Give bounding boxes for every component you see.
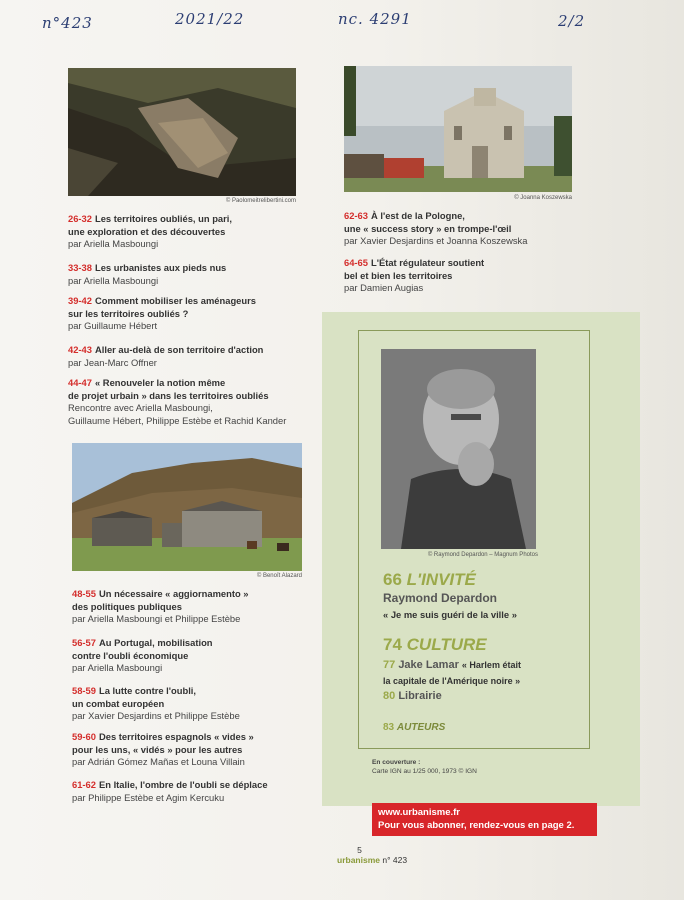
handwritten-nc: nc. 4291 xyxy=(338,10,412,28)
culture-item-quote: « Harlem était xyxy=(461,660,521,670)
page-footer xyxy=(337,845,407,865)
entry-author: par Ariella Masboungi et Philippe Estèbe xyxy=(72,613,241,625)
invite-page: 66 xyxy=(383,570,402,589)
culture-page: 74 xyxy=(383,635,402,654)
toc-entry[interactable] xyxy=(344,257,584,295)
cover-text: Carte IGN au 1/25 000, 1973 © IGN xyxy=(372,768,477,775)
entry-title-line2: de projet urbain » dans les territoires oubliés xyxy=(68,389,269,401)
entry-title-line2: un combat européen xyxy=(72,697,165,709)
culture-heading[interactable] xyxy=(383,635,487,655)
auteurs-label: AUTEURS xyxy=(396,722,446,733)
entry-pages: 64-65 xyxy=(344,257,368,268)
entry-title: Les urbanistes aux pieds nus xyxy=(94,262,227,273)
subscribe-text: Pour vous abonner, rendez-vous en page 2. xyxy=(378,820,575,831)
toc-entry[interactable] xyxy=(72,685,312,723)
culture-item-page: 80 xyxy=(383,690,396,702)
culture-item-name: Jake Lamar xyxy=(398,659,459,671)
entry-author: par Ariella Masboungi xyxy=(72,662,163,674)
entry-pages: 44-47 xyxy=(68,377,92,388)
entry-title-line2: bel et bien les territoires xyxy=(344,269,453,281)
site-url[interactable]: www.urbanisme.fr xyxy=(378,807,460,818)
toc-entry[interactable] xyxy=(72,779,312,804)
entry-pages: 42-43 xyxy=(68,344,92,355)
toc-entry[interactable] xyxy=(68,295,308,333)
culture-label: CULTURE xyxy=(406,635,487,654)
toc-entry[interactable] xyxy=(68,213,308,251)
entry-author: par Philippe Estèbe et Agim Kercuku xyxy=(72,791,225,803)
portrait-photo xyxy=(381,349,536,549)
handwritten-part: 2/2 xyxy=(558,12,586,30)
entry-title: « Renouveler la notion même xyxy=(94,377,226,388)
entry-title: La lutte contre l'oubli, xyxy=(98,685,197,696)
photo-credit: © Benoît Alazard xyxy=(256,573,302,579)
culture-item-quote-line2: la capitale de l'Amérique noire » xyxy=(383,676,521,686)
entry-pages: 61-62 xyxy=(72,779,96,790)
church-photo xyxy=(344,66,572,192)
entry-pages: 26-32 xyxy=(68,213,92,224)
invite-heading[interactable] xyxy=(383,570,476,590)
entry-author: par Ariella Masboungi xyxy=(68,274,159,286)
entry-title-line2: une exploration et des découvertes xyxy=(68,225,226,237)
entry-title-line2: contre l'oubli économique xyxy=(72,649,189,661)
entry-title-line2: pour les uns, « vidés » pour les autres xyxy=(72,743,243,755)
entry-title: Aller au-delà de son territoire d'action xyxy=(94,344,264,355)
toc-entry[interactable] xyxy=(72,637,312,675)
entry-title: À l'est de la Pologne, xyxy=(370,210,465,221)
invite-name: Raymond Depardon xyxy=(383,591,498,605)
entry-pages: 33-38 xyxy=(68,262,92,273)
entry-pages: 62-63 xyxy=(344,210,368,221)
entry-title: Comment mobiliser les aménageurs xyxy=(94,295,256,306)
photo-credit: © Joanna Koszewska xyxy=(514,195,572,201)
page-number: 5 xyxy=(357,845,362,855)
subscribe-banner[interactable] xyxy=(372,803,597,836)
toc-entry[interactable] xyxy=(68,377,318,427)
photo-credit: © Raymond Depardon – Magnum Photos xyxy=(427,552,538,558)
brand-name: urbanisme xyxy=(337,855,380,865)
handwritten-year: 2021/22 xyxy=(175,10,245,28)
toc-entry[interactable] xyxy=(72,588,312,626)
entry-author: par Xavier Desjardins et Philippe Estèbe xyxy=(72,710,240,722)
entry-title: L'État régulateur soutient xyxy=(370,257,485,268)
auteurs-heading[interactable] xyxy=(383,722,445,733)
entry-author: par Adrián Gómez Mañas et Louna Villain xyxy=(72,756,245,768)
entry-author-line2: Guillaume Hébert, Philippe Estèbe et Rachid Kander xyxy=(68,414,287,426)
entry-title: Au Portugal, mobilisation xyxy=(98,637,213,648)
invite-label: L'INVITÉ xyxy=(406,570,476,589)
auteurs-page: 83 xyxy=(383,722,395,733)
culture-item-page: 77 xyxy=(383,659,396,671)
entry-pages: 48-55 xyxy=(72,588,96,599)
entry-title: Un nécessaire « aggiornamento » xyxy=(98,588,249,599)
entry-title: Les territoires oubliés, un pari, xyxy=(94,213,232,224)
entry-pages: 59-60 xyxy=(72,731,96,742)
handwritten-issue-number: n°423 xyxy=(42,14,93,32)
village-photo xyxy=(68,68,296,196)
entry-pages: 58-59 xyxy=(72,685,96,696)
entry-author: par Jean-Marc Offner xyxy=(68,356,157,368)
toc-entry[interactable] xyxy=(72,731,312,769)
toc-entry[interactable] xyxy=(344,210,584,248)
toc-entry[interactable] xyxy=(68,344,308,369)
entry-title: En Italie, l'ombre de l'oubli se déplace xyxy=(98,779,268,790)
photo-credit: © Paolomeitrelibertini.com xyxy=(225,198,296,204)
culture-item[interactable] xyxy=(383,659,521,671)
entry-title-line2: une « success story » en trompe-l'œil xyxy=(344,222,512,234)
culture-item[interactable] xyxy=(383,690,442,702)
invite-quote: « Je me suis guéri de la ville » xyxy=(383,609,517,620)
entry-author: par Xavier Desjardins et Joanna Koszewska xyxy=(344,235,528,247)
entry-author: par Damien Augias xyxy=(344,282,424,294)
entry-pages: 39-42 xyxy=(68,295,92,306)
entry-title: Des territoires espagnols « vides » xyxy=(98,731,254,742)
cover-note xyxy=(372,758,477,776)
issue-number: n° 423 xyxy=(382,855,408,865)
entry-author: par Ariella Masboungi xyxy=(68,238,159,250)
entry-title-line2: des politiques publiques xyxy=(72,600,182,612)
entry-pages: 56-57 xyxy=(72,637,96,648)
entry-title-line2: sur les territoires oubliés ? xyxy=(68,307,189,319)
cover-label: En couverture : xyxy=(372,759,421,766)
entry-author: par Guillaume Hébert xyxy=(68,320,158,332)
toc-entry[interactable] xyxy=(68,262,308,287)
farm-photo xyxy=(72,443,302,571)
culture-item-name: Librairie xyxy=(398,690,442,702)
entry-author: Rencontre avec Ariella Masboungi, xyxy=(68,402,213,414)
